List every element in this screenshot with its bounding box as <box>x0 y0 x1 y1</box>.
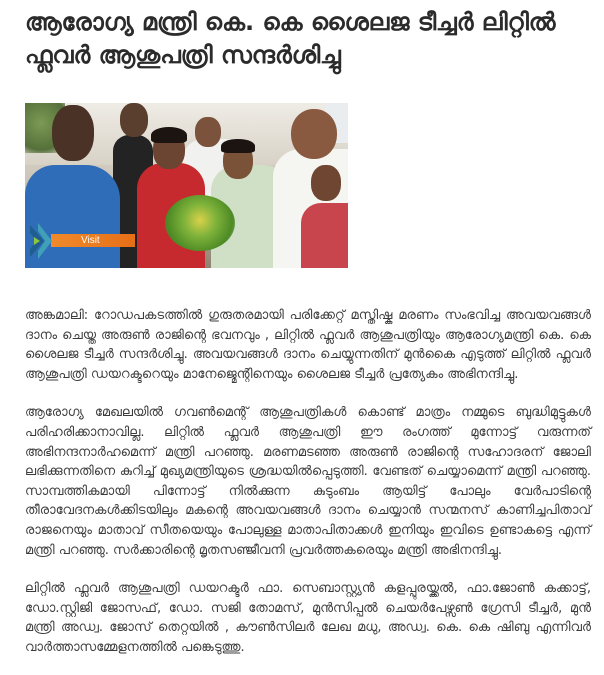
photo-flower-bouquet <box>165 195 235 251</box>
article-paragraph-1: അങ്കമാലി: റോഡപകടത്തിൽ ഗുരുതരമായി പരിക്കേറ്റ് മസ്തിഷ്ക മരണം സംഭവിച്ച അവയവങ്ങൾ ദാനം ചെയ്ത അരുൺ രാജിന്റെ ഭവനവും , ലിറ്റിൽ ഫ്ലവർ ആശുപത്രിയും ആരോഗ്യമന്ത്രി കെ. കെ ശൈലജ ടീച്ചർ സന്ദർശിച്ചു. അവയവങ്ങൾ ദാനം ചെയ്യുന്നതിന് മുൻകൈ എടുത്ത് ലിറ്റിൽ ഫ്ലവർ ആശുപത്രി ഡയറക്ടറെയും മാനേജ്മെന്റിനെയും ശൈലജ ടീച്ചർ പ്രത്യേകം അഭിനന്ദിച്ചു. <box>25 308 591 382</box>
photo-person-elder-head <box>291 109 337 159</box>
channel-logo-icon <box>28 221 54 261</box>
visit-label[interactable]: Visit <box>81 235 100 246</box>
photo-person-blue-shirt-head <box>52 105 94 161</box>
article-title: ആരോഗ്യ മന്ത്രി കെ. കെ ശൈലജ ടീച്ചർ ലിറ്റിൽ ഫ്ലവർ ആശുപത്രി സന്ദർശിച്ചു <box>25 8 556 69</box>
article-paragraph-3: ലിറ്റിൽ ഫ്ലവർ ആശുപത്രി ഡയറക്ടർ ഫാ. സെബാസ്റ്റ്യൻ കളപ്പുരയ്ക്കൽ, ഫാ.ജോൺ കക്കാട്ട്, ഡോ.സ്റ്റിജി ജോസഫ്, ഡോ. സജി തോമസ്, മുൻസിപ്പൽ ചെയർപേഴ്സൺ ഗ്രേസി ടീച്ചർ, മുൻ മന്ത്രി അഡ്വ. ജോസ് തെറ്റയിൽ , കൗൺസിലർ ലേഖ മധു, അഡ്വ. കെ. കെ ഷിബു എന്നിവർ വാർത്താസമ്മേളനത്തിൽ പങ്കെടുത്തു. <box>25 581 591 655</box>
visit-banner[interactable] <box>51 234 135 247</box>
photo-person-red-saree-hair <box>151 127 187 143</box>
photo-person-white-shirt-head <box>195 117 221 147</box>
article-body <box>25 306 591 675</box>
photo-person-black-shirt-head <box>120 103 148 137</box>
article-photo <box>25 103 348 268</box>
photo-person-foreground-head <box>311 165 341 201</box>
photo-person-foreground-body <box>301 203 348 268</box>
photo-person-light-saree-hair <box>221 139 255 153</box>
article-paragraph-2: ആരോഗ്യ മേഖലയിൽ ഗവൺമെന്റ് ആശുപത്രികൾ കൊണ്ട് മാത്രം നമ്മുടെ ബുദ്ധിമുട്ടുകൾ പരിഹരിക്കാനാവില്ല. ലിറ്റിൽ ഫ്ലവർ ആശുപത്രി ഈ രംഗത്ത് മുന്നോട്ട് വരുന്നത് അഭിനന്ദനാർഹമെന്ന് മന്ത്രി പറഞ്ഞു. മരണമടഞ്ഞ അരുൺ രാജിന്റെ സഹോദരന് ജോലി ലഭിക്കുന്നതിനെ കുറിച്ച് മുഖ്യമന്ത്രിയുടെ ശ്രദ്ധയിൽപ്പെടുത്തി. വേണ്ടത് ചെയ്യാമെന്ന് മന്ത്രി പറഞ്ഞു. സാമ്പത്തികമായി പിന്നോട്ട് നിൽക്കുന്ന കുടുംബം ആയിട്ട് പോലും വേർപാടിന്റെ തീരാവേദനകൾക്കിടയിലും മകന്റെ അവയവങ്ങൾ ദാനം ചെയ്യാൻ സന്മനസ് കാണിച്ചപിതാവ് രാജനെയും മാതാവ് സീതയെയും പോലുള്ള മാതാപിതാക്കൾ ഇനിയും ഇവിടെ ഉണ്ടാകട്ടെ എന്ന് മന്ത്രി പറഞ്ഞു. സർക്കാരിന്റെ മൃതസഞ്ജീവനി പ്രവർത്തകരെയും മന്ത്രി അഭിനന്ദിച്ചു. <box>25 405 591 558</box>
